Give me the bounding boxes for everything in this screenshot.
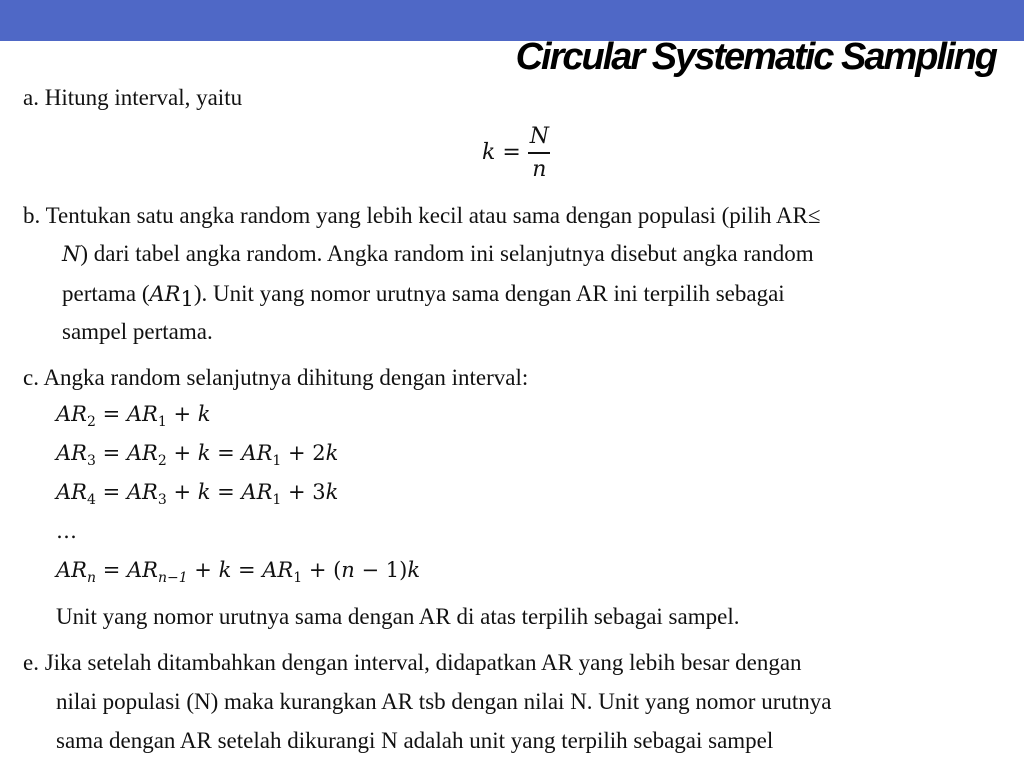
eq-sub: 2 [86, 414, 96, 430]
eq-term: k [325, 480, 339, 504]
eq-term: AR [56, 480, 87, 504]
eq-sub: 2 [157, 453, 167, 469]
step-e-line1: e. Jika setelah ditambahkan dengan interval, didapatkan AR yang lebih besar dengan [23, 650, 802, 675]
var-ar-sub: 1 [180, 287, 194, 311]
var-n: N [62, 242, 81, 266]
eq-op: = [231, 558, 263, 582]
step-b-line3-prefix: pertama ( [62, 281, 150, 306]
eq-op: + 3 [281, 480, 326, 504]
header-bar [0, 0, 1024, 41]
eq-op: = [95, 402, 127, 426]
equation-arn [56, 558, 421, 586]
eq-term: k [325, 441, 339, 465]
eq-sub: 1 [272, 453, 282, 469]
eq-op: = [210, 441, 242, 465]
eq-term: AR [126, 480, 158, 504]
step-b-line1: b. Tentukan satu angka random yang lebih kecil atau sama dengan populasi (pilih AR≤ [23, 203, 821, 228]
eq-term: AR [126, 558, 158, 582]
step-a-text: a. Hitung interval, yaitu [23, 85, 243, 110]
step-b-line4: sampel pertama. [62, 319, 213, 344]
eq-op: + [187, 558, 219, 582]
equation-ar2 [56, 402, 211, 430]
eq-sub: 3 [157, 492, 167, 508]
eq-sub: 3 [86, 453, 96, 469]
eq-op: − 1) [354, 558, 408, 582]
eq-sub: n [86, 570, 97, 586]
fraction [527, 124, 552, 182]
eq-term: AR [56, 441, 87, 465]
step-b-line3 [62, 281, 785, 311]
step-b-line2-text: ) dari tabel angka random. Angka random ini selanjutnya disebut angka random [80, 241, 814, 266]
formula-lhs: k = [482, 140, 521, 166]
eq-sub: 1 [272, 492, 282, 508]
eq-term: k [407, 558, 421, 582]
eq-op: = [95, 480, 127, 504]
var-ar: AR [149, 282, 181, 306]
eq-term: n [341, 558, 355, 582]
ellipsis: … [56, 519, 77, 543]
eq-op: + ( [302, 558, 342, 582]
eq-op: = [210, 480, 242, 504]
fraction-numerator: N [529, 124, 550, 149]
eq-term: AR [241, 480, 273, 504]
step-c-intro: c. Angka random selanjutnya dihitung dengan interval: [23, 365, 529, 390]
eq-term: AR [262, 558, 294, 582]
slide-title: Circular Systematic Sampling [515, 36, 996, 78]
eq-term: k [197, 480, 211, 504]
eq-op: = [95, 441, 127, 465]
step-e-line3: sama dengan AR setelah dikurangi N adalah unit yang terpilih sebagai sampel [56, 728, 774, 753]
step-e-line2: nilai populasi (N) maka kurangkan AR tsb dengan nilai N. Unit yang nomor urutnya [56, 689, 832, 714]
eq-sub: 4 [86, 492, 96, 508]
eq-term: AR [56, 558, 87, 582]
eq-op: + 2 [281, 441, 326, 465]
eq-term: k [197, 402, 211, 426]
eq-term: AR [241, 441, 273, 465]
eq-sub: 1 [293, 570, 303, 586]
eq-op: + [166, 402, 198, 426]
equation-ar4 [56, 480, 339, 508]
fraction-denominator: n [532, 156, 547, 182]
eq-op: + [166, 480, 198, 504]
interval-formula [482, 124, 552, 182]
step-b-line3-suffix: ). Unit yang nomor urutnya sama dengan AR ini terpilih sebagai [193, 281, 785, 306]
eq-term: k [197, 441, 211, 465]
eq-term: AR [126, 441, 158, 465]
eq-term: AR [56, 402, 87, 426]
step-c-closing: Unit yang nomor urutnya sama dengan AR di atas terpilih sebagai sampel. [56, 604, 740, 629]
eq-term: k [218, 558, 232, 582]
eq-op: = [96, 558, 127, 582]
eq-sub: 1 [157, 414, 167, 430]
step-b-line2 [62, 242, 814, 265]
eq-op: + [166, 441, 198, 465]
eq-sub: n−1 [157, 570, 188, 586]
eq-term: AR [126, 402, 158, 426]
equation-ar3 [56, 441, 339, 469]
